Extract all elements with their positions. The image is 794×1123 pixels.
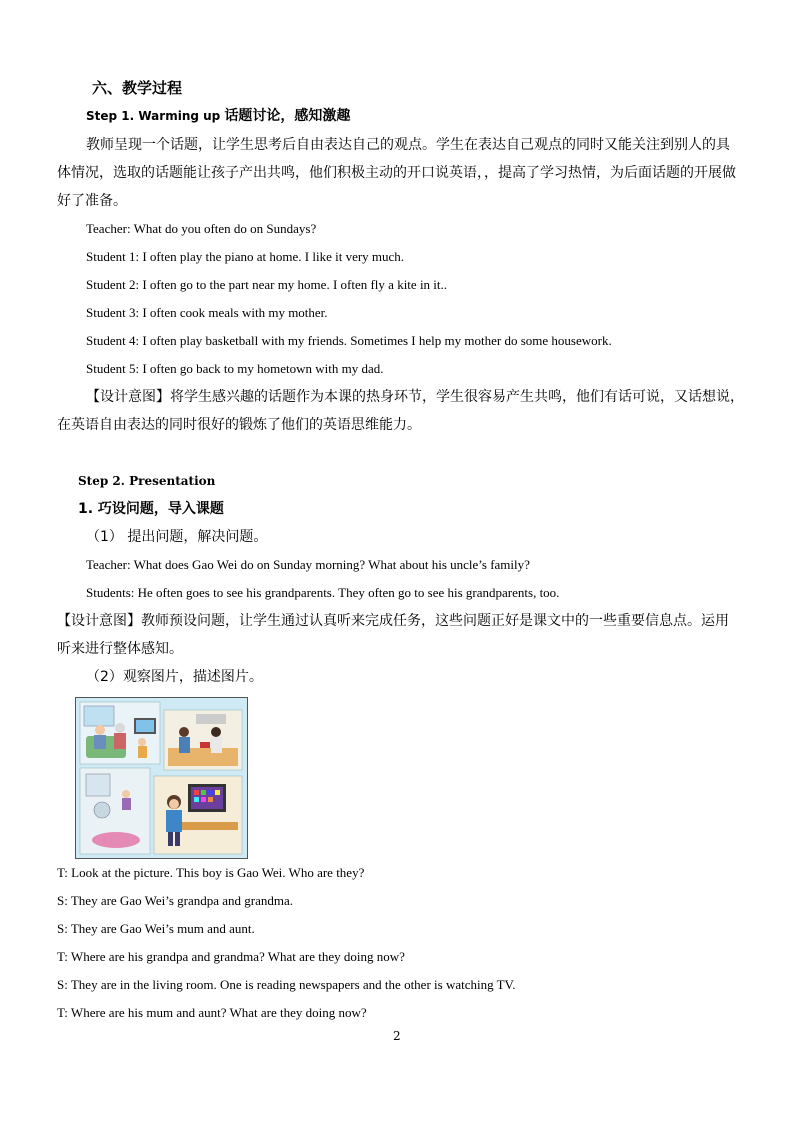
step2-subtitle: 1. 巧设问题，导入课题 [78,501,224,517]
design-intent-line-2: 在英语自由表达的同时很好的锻炼了他们的英语思维能力。 [57,417,421,433]
dialogue-line: Student 3: I often cook meals with my mother. [86,305,328,320]
step1-title [86,108,350,125]
dialogue-line: Student 5: I often go back to my hometown with my dad. [86,361,384,376]
design-intent-line-4: 听来进行整体感知。 [57,641,183,657]
step2-item-1: （1） 提出问题，解决问题。 [86,529,268,545]
dialogue-line: Teacher: What do you often do on Sundays? [86,221,317,236]
step1-para-line-3: 好了准备。 [57,193,127,209]
family-scene-illustration [76,698,247,858]
dialogue-line: T: Where are his grandpa and grandma? What are they doing now? [57,949,405,964]
step2-item-2: （2）观察图片，描述图片。 [86,669,263,685]
step1-title-cn: 话题讨论，感知激趣 [224,108,351,124]
section-title: 六、教学过程 [92,79,183,97]
dialogue-line: Student 4: I often play basketball with my friends. Sometimes I help my mother do some housework. [86,333,612,348]
dialogue-line: Student 2: I often go to the part near my home. I often fly a kite in it.. [86,277,448,292]
dialogue-line: Student 1: I often play the piano at home. I like it very much. [86,249,405,264]
dialogue-line: S: They are Gao Wei’s mum and aunt. [57,921,255,936]
textbook-illustration [75,697,248,859]
dialogue-line: Teacher: What does Gao Wei do on Sunday morning? What about his uncle’s family? [86,557,530,572]
step1-para-line-2: 体情况，选取的话题能让孩子产出共鸣，他们积极主动的开口说英语，，提高了学习热情，为后面话题的开展做 [57,165,736,181]
step1-title-en: Step 1. Warming up [86,109,225,123]
design-intent-line-1: 【设计意图】将学生感兴趣的话题作为本课的热身环节，学生很容易产生共鸣，他们有话可说，又话想说， [86,389,744,405]
dialogue-line: Students: He often goes to see his grandparents. They often go to see his grandparents, too. [86,585,560,600]
dialogue-line: T: Look at the picture. This boy is Gao Wei. Who are they? [57,865,365,880]
page-number: 2 [393,1029,401,1043]
dialogue-line: S: They are in the living room. One is reading newspapers and the other is watching TV. [57,977,516,992]
design-intent-line-3: 【设计意图】教师预设问题，让学生通过认真听来完成任务，这些问题正好是课文中的一些重要信息点。运用 [57,613,729,629]
step2-title: Step 2. Presentation [78,474,216,488]
step1-para-line-1: 教师呈现一个话题，让学生思考后自由表达自己的观点。学生在表达自己观点的同时又能关注到别人的具 [86,137,730,153]
dialogue-line: S: They are Gao Wei’s grandpa and grandma. [57,893,294,908]
dialogue-line: T: Where are his mum and aunt? What are they doing now? [57,1005,367,1020]
